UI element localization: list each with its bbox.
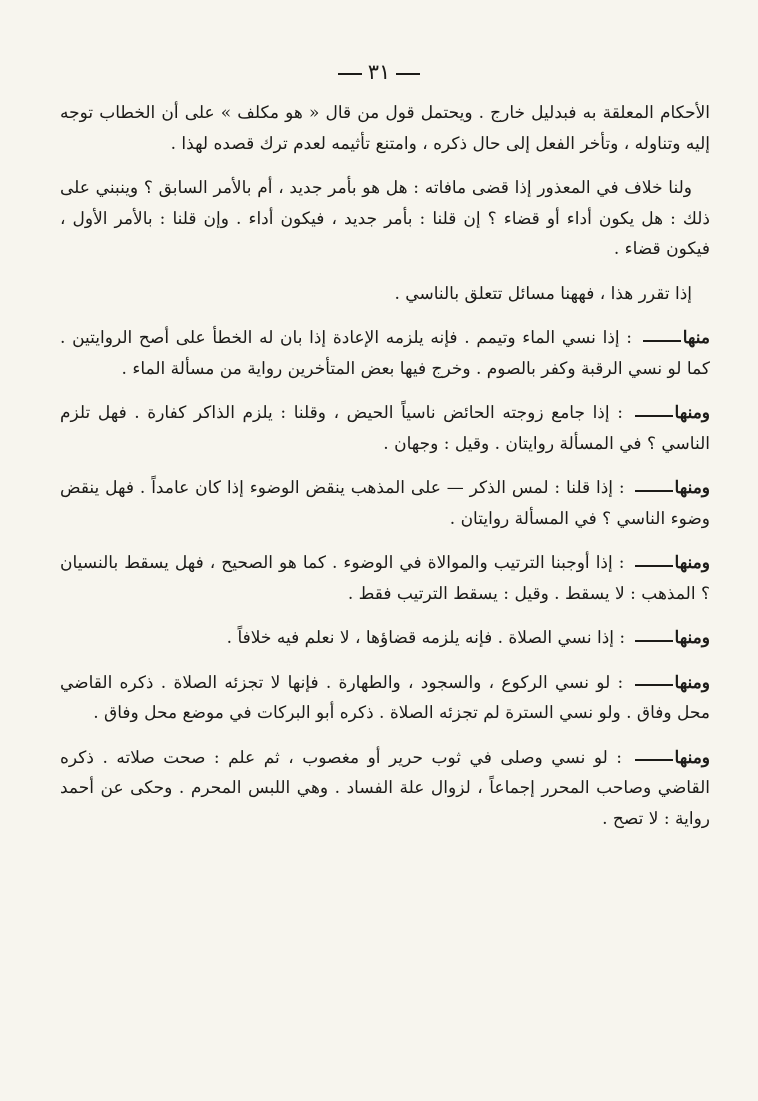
issue-text: : إذا جامع زوجته الحائض ناسياً الحيض ، وقلنا : يلزم الذاكر كفارة . فهل تلزم الناسي ؟ في المسألة روايتان . وقيل : وجهان . <box>60 403 710 454</box>
issue-text: : إذا نسي الصلاة . فإنه يلزمه قضاؤها ، لا نعلم فيه خلافاً . <box>226 628 626 648</box>
paragraph-2 <box>60 173 710 265</box>
issue-paragraph-4 <box>60 548 710 609</box>
issue-label: ومنها <box>674 403 711 423</box>
issue-text: : لو نسي الركوع ، والسجود ، والطهارة . فإنها لا تجزئه الصلاة . ذكره القاضي محل وفاق . ولو نسي السترة لم تجزئه الصلاة . ذكره أبو البركات في موضع محل وفاق . <box>60 672 710 723</box>
issue-dash <box>635 565 673 567</box>
page-number-value: ٣١ <box>367 60 391 84</box>
issue-paragraph-6 <box>60 668 710 729</box>
issue-paragraph-3 <box>60 473 710 534</box>
issue-text: : إذا أوجبنا الترتيب والموالاة في الوضوء . كما هو الصحيح ، فهل يسقط بالنسيان ؟ المذهب : لا يسقط . وقيل : يسقط الترتيب فقط . <box>60 553 710 604</box>
issue-label: منها <box>682 328 710 348</box>
issue-label: ومنها <box>674 553 710 573</box>
issue-dash <box>635 415 673 417</box>
issue-dash <box>635 640 673 642</box>
issue-paragraph-5 <box>60 623 710 654</box>
paragraph-text: الأحكام المعلقة به فبدليل خارج . ويحتمل قول من قال « هو مكلف » على أن الخطاب توجه إليه وتناوله ، وتأخر الفعل إلى حال ذكره ، وامتنع تأثيمه لعدم ترك قصده لهذا . <box>60 103 710 154</box>
page-number <box>0 60 758 84</box>
page-number-dash-left <box>338 73 362 75</box>
issue-label: ومنها <box>674 747 711 768</box>
paragraph-text: ولنا خلاف في المعذور إذا قضى مافاته : هل هو بأمر جديد ، أم بالأمر السابق ؟ وينبني على ذلك : هل يكون أداء أو قضاء ؟ إن قلنا : بأمر جديد ، فيكون أداء . وإن قلنا : بالأمر الأول ، فيكون قضاء . <box>60 178 710 259</box>
paragraph-1 <box>60 98 710 159</box>
issue-paragraph-7 <box>60 743 710 835</box>
issue-text: : لو نسي وصلى في ثوب حرير أو مغصوب ، ثم علم : صحت صلاته . ذكره القاضي وصاحب المحرر إجماعاً ، لزوال علة الفساد . وهي اللبس المحرم . وحكى عن أحمد رواية : لا تصح . <box>60 747 710 829</box>
issue-dash <box>635 759 673 761</box>
issue-text: : إذا نسي الماء وتيمم . فإنه يلزمه الإعادة إذا بان له الخطأ على أصح الروايتين . كما لو نسي الرقبة وكفر بالصوم . وخرج فيها بعض المتأخرين رواية من مسألة الماء . <box>60 328 710 379</box>
issue-dash <box>635 490 673 492</box>
issue-text: : إذا قلنا : لمس الذكر — على المذهب ينقض الوضوء إذا كان عامداً . فهل ينقض وضوء الناسي ؟ في المسألة روايتان . <box>60 478 710 529</box>
body-text <box>60 98 710 848</box>
issue-label: ومنها <box>674 628 710 648</box>
page-number-dash-right <box>396 73 420 75</box>
issue-dash <box>643 340 681 342</box>
paragraph-text: إذا تقرر هذا ، فههنا مسائل تتعلق بالناسي . <box>394 283 692 304</box>
issue-dash <box>635 684 673 686</box>
issue-paragraph-1 <box>60 323 710 384</box>
issue-label: ومنها <box>674 478 711 498</box>
paragraph-3 <box>60 279 710 310</box>
issue-paragraph-2 <box>60 398 710 459</box>
issue-label: ومنها <box>674 672 710 693</box>
